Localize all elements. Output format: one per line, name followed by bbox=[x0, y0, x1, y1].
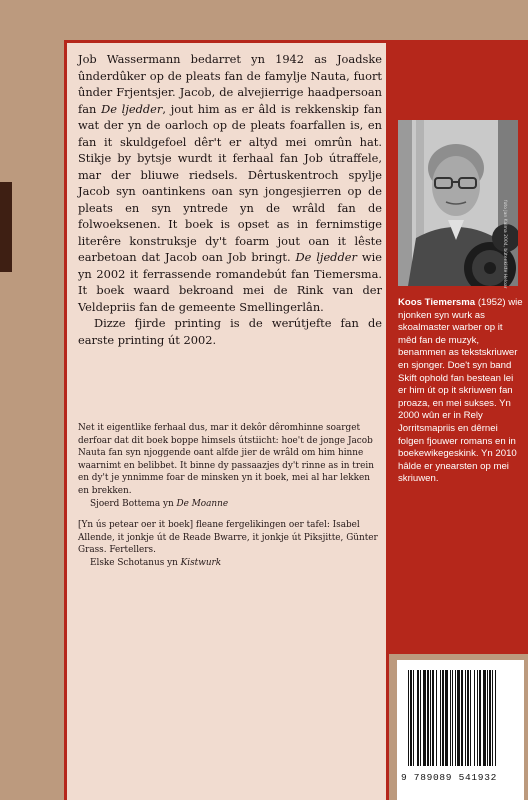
quote-attribution: Elske Schotanus yn Kistwurk bbox=[90, 557, 222, 568]
barcode-panel bbox=[397, 660, 524, 800]
isbn-number: 9 789089 541932 bbox=[401, 772, 498, 783]
quote-text: [Yn ús petear oer it boek] fleane fergelikingen oer tafel: Isabel Allende, it jonkje út de Reade Bwarre, it jonkje út Piksjitte, Günter Grass. Fertellers. bbox=[78, 520, 378, 556]
decorative-bar bbox=[0, 182, 12, 272]
photo-credit: foto Jan Kalma 2004, bûtenkiste Heloar bbox=[502, 200, 507, 289]
blurb-paragraph-1: Job Wassermann bedarret yn 1942 as Joadske ûnderdûker op de pleats fan de famylje Nauta, fuort ûnder Frjentsjer. Jacob, de alvejierrige haadpersoan fan De ljedder, jout him as er âld is rekkenskip fan wat der yn de oarloch op de pleats foarfallen is, en fan it skuldgefoel dêr't er altyd mei omrûn hat. Stikje by bytsje wurdt it ferhaal fan Job útraffele, mar der bliuwe riedsels. Dêrtuskentroch spylje Jacob syn oantinkens oan syn jongesjierren op de pleats en syn yntrede yn de wrâld fan de folwoeksenen. It boek is opset as in fernimstige literêre konstruksje dy't foarm jout oan it lêste earbetoan dat Jacob oan Job bringt. De ljedder wie yn 2002 it ferrassende romandebút fan Tiemersma. It boek waard bekroand mei de Rink van der Veldepriis fan de gemeente Smellingerlân. bbox=[78, 52, 382, 314]
blurb-text bbox=[78, 51, 382, 348]
quote-attribution: Sjoerd Bottema yn De Moanne bbox=[90, 498, 229, 509]
barcode-icon bbox=[406, 670, 516, 768]
author-name: Koos Tiemersma bbox=[398, 297, 476, 308]
author-photo bbox=[398, 120, 518, 289]
author-bio bbox=[398, 297, 523, 486]
author-years: (1952) bbox=[477, 297, 506, 308]
author-bio-text: wie njonken syn wurk as skoalmaster warber op it mêd fan de muzyk, benammen as tekstskriuwer en sjonger. Doe't syn band Skift ophold fan bestean lei er him út op it skriuwen fan proaza, en mei sukses. Yn 2000 wûn er in Rely Jorritsmapriis en dêrnei folgen fjouwer romans en in boekewikegeskink. Yn 2010 hâlde er ynearsten op mei skriuwen. bbox=[398, 297, 523, 485]
quote-text: Net it eigentlike ferhaal dus, mar it dekôr dêromhinne soarget derfoar dat dit boek boppe himsels útstiicht: hoe't de jonge Jacob Nauta fan syn njoggende oant alfde jier de wrâld om him hinne waarnimt en belibbet. It binne dy passaazjes dy't rinne as in trein en dy't je ynnimme foar de minsken yn it boek, mei al har lekken en brekken. bbox=[78, 423, 374, 496]
review-quotes bbox=[78, 422, 382, 570]
blurb-paragraph-2: Dizze fjirde printing is de werútjefte fan de earste printing út 2002. bbox=[78, 316, 382, 347]
